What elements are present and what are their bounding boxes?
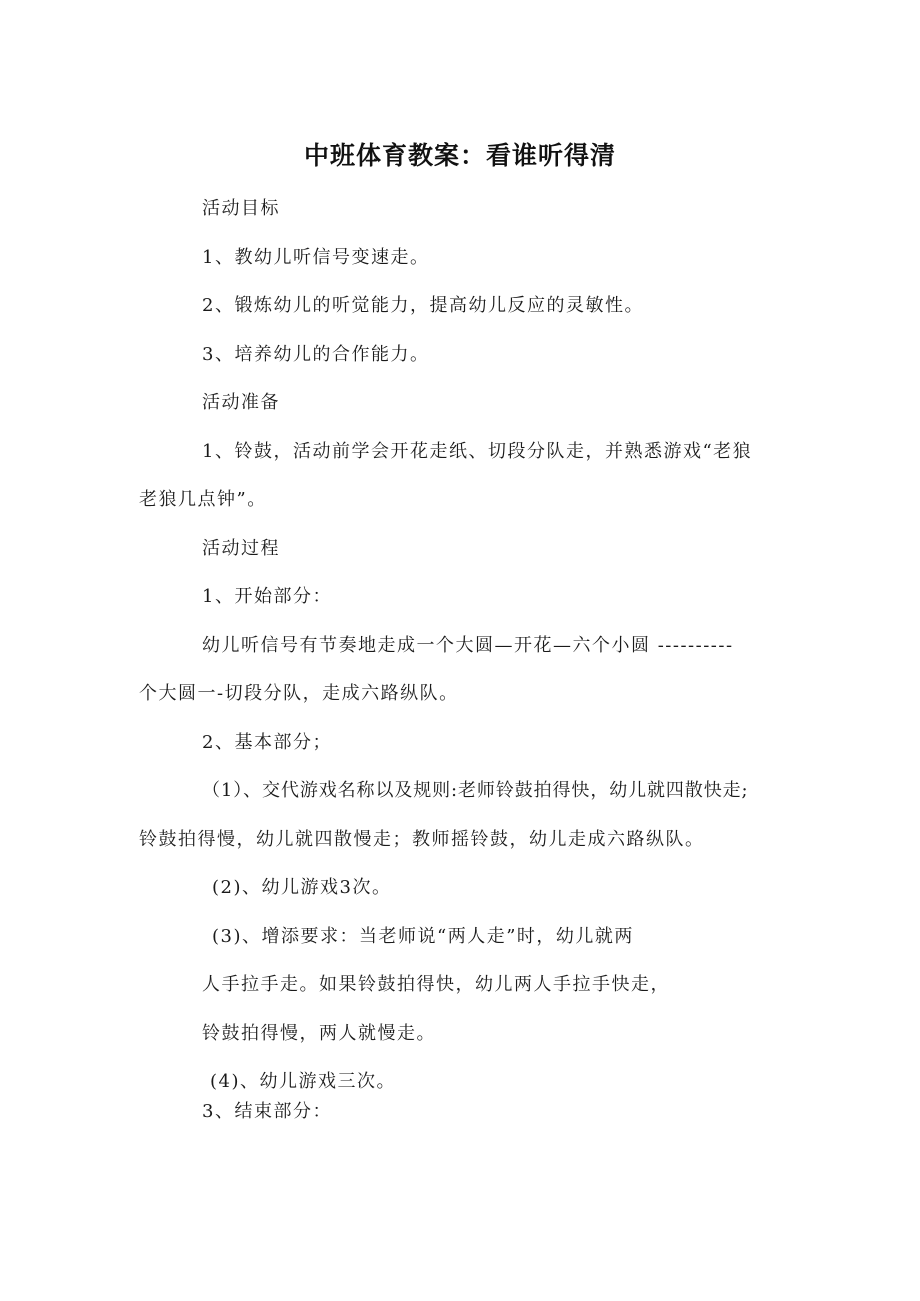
process-part-2-step-3-cont-2: 铃鼓拍得慢，两人就慢走。 <box>202 1023 436 1044</box>
preparation-item-1-cont: 老狼几点钟”。 <box>139 489 267 510</box>
process-part-2-step-4: (4)、幼儿游戏三次。 <box>210 1071 396 1092</box>
goal-item-2: 2、锻炼幼儿的听觉能力，提高幼儿反应的灵敏性。 <box>202 295 644 316</box>
process-part-1-heading: 1、开始部分： <box>202 586 332 607</box>
process-part-2-step-3-cont-1: 人手拉手走。如果铃鼓拍得快，幼儿两人手拉手快走， <box>202 974 670 995</box>
process-part-3-heading: 3、结束部分： <box>202 1101 332 1122</box>
process-part-1-text: 幼儿听信号有节奏地走成一个大圆—开花—六个小圆 ---------- <box>202 635 734 656</box>
process-part-1-text-cont: 个大圆一-切段分队，走成六路纵队。 <box>139 683 459 704</box>
process-part-2-step-3: (3)、增添要求：当老师说“两人走”时，幼儿就两 <box>212 926 634 947</box>
heading-activity-process: 活动过程 <box>202 538 280 559</box>
document-title: 中班体育教案：看谁听得清 <box>303 141 616 170</box>
preparation-item-1: 1、铃鼓，活动前学会开花走纸、切段分队走，并熟悉游戏“老狼 <box>202 441 753 462</box>
goal-item-3: 3、培养幼儿的合作能力。 <box>202 344 430 365</box>
heading-activity-preparation: 活动准备 <box>202 392 280 413</box>
process-part-2-step-1: （1）、交代游戏名称以及规则:老师铃鼓拍得快，幼儿就四散快走; <box>202 780 749 801</box>
heading-activity-goals: 活动目标 <box>202 198 280 219</box>
process-part-2-heading: 2、基本部分； <box>202 732 332 753</box>
process-part-2-step-1-cont: 铃鼓拍得慢，幼儿就四散慢走；教师摇铃鼓，幼儿走成六路纵队。 <box>139 829 705 850</box>
process-part-2-step-2: (2)、幼儿游戏3次。 <box>212 877 392 898</box>
goal-item-1: 1、教幼儿听信号变速走。 <box>202 247 430 268</box>
